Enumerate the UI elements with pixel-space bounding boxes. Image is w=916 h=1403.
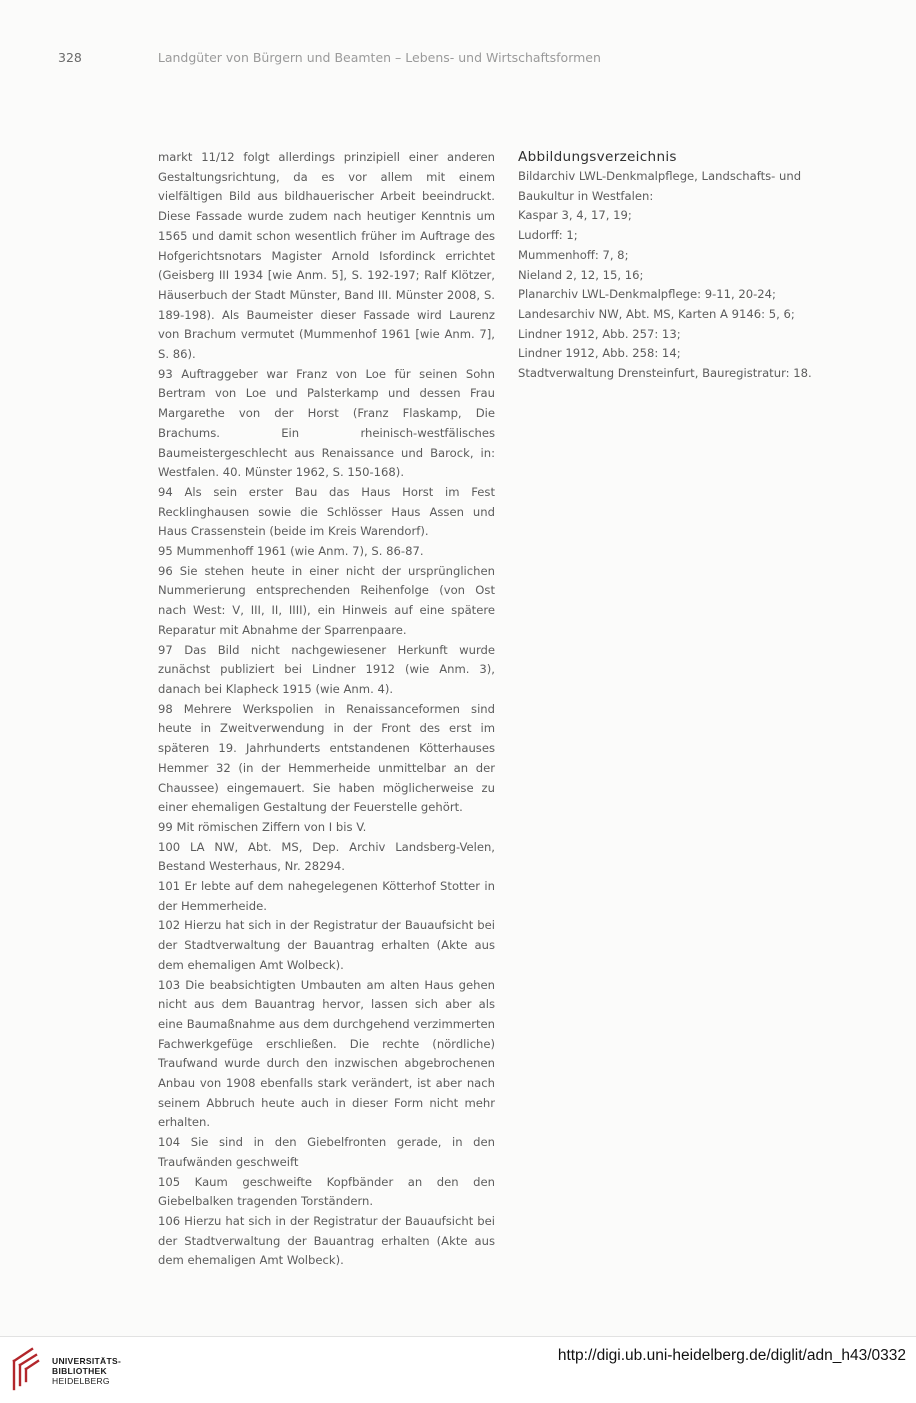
note-105: 105 Kaum geschweifte Kopfbänder an den den Giebelbalken tragenden Torständern. [158, 1174, 495, 1209]
note-92-continued: markt 11/12 folgt allerdings prinzipiell einer anderen Gestaltungsrichtung, da es vor allem mit einem vielfältigen Bild aus bildhauerischer Arbeit beeindruckt. Diese Fassade wurde zudem nach heutiger Kenntnis um 1565 und damit schon wesentlich früher im Auftrage des Hofgerichtsnotars Magister Arnold Isfordinck errichtet (Geisberg III 1934 [wie Anm. 5], S. 192-197; Ralf Klötzer, Häuserbuch der Stadt Münster, Band III. Münster 2008, S. 189-198). Als Baumeister dieser Fassade wird Laurenz von Brachum vermutet (Mummenhof 1961 [wie Anm. 7], S. 86). [158, 150, 495, 362]
library-name [52, 1356, 121, 1386]
note-106: 106 Hierzu hat sich in der Registratur der Bauaufsicht bei der Stadtverwaltung der Bauantrag erhalten (Akte aus dem ehemaligen Amt Wolbeck). [158, 1213, 495, 1268]
figure-credit-entry: Nieland 2, 12, 15, 16; [518, 267, 644, 282]
note-98: 98 Mehrere Werkspolien in Renaissanceformen sind heute in Zweitverwendung in der Front des erst im späteren 19. Jahrhunderts entstandenen Kötterhauses Hemmer 32 (in der Hemmerheide unmittelbar an der Chaussee) eingemauert. Sie haben möglicherweise zu einer ehemaligen Gestaltung der Feuerstelle gehört. [158, 701, 495, 815]
figure-credit-entry: Stadtverwaltung Drensteinfurt, Bauregistratur: 18. [518, 366, 812, 381]
figure-credits-heading: Abbildungsverzeichnis [518, 149, 677, 165]
page-number: 328 [58, 50, 82, 65]
permalink-url[interactable]: http://digi.ub.uni-heidelberg.de/diglit/adn_h43/0332 [557, 1347, 906, 1364]
library-name-line: UNIVERSITÄTS- [52, 1356, 122, 1366]
figure-credit-entry: Lindner 1912, Abb. 258: 14; [518, 346, 681, 361]
viewer-footer [0, 1336, 916, 1403]
figure-credit-entry: Landesarchiv NW, Abt. MS, Karten A 9146: 5, 6; [518, 306, 795, 321]
note-96: 96 Sie stehen heute in einer nicht der ursprünglichen Nummerierung entsprechenden Reihenfolge (von Ost nach West: V, III, II, IIII), ein Hinweis auf eine spätere Reparatur mit Abnahme der Sparrenpaare. [158, 563, 495, 637]
note-102: 102 Hierzu hat sich in der Registratur der Bauaufsicht bei der Stadtverwaltung der Bauantrag erhalten (Akte aus dem ehemaligen Amt Wolbeck). [158, 918, 495, 972]
figure-credit-entry: Planarchiv LWL-Denkmalpflege: 9-11, 20-24; [518, 287, 776, 302]
note-99: 99 Mit römischen Ziffern von I bis V. [158, 819, 367, 834]
figure-credits [518, 147, 858, 384]
note-103: 103 Die beabsichtigten Umbauten am alten Haus gehen nicht aus dem Bauantrag hervor, lassen sich aber als eine Baumaßnahme aus dem durchgehend verzimmerten Fachwerkgefüge erschließen. Die rechte (nördliche) Traufwand wurde durch den inzwischen abgebrochenen Anbau von 1908 ebenfalls stark verändert, ist aber nach seinem Abbruch heute auch in dieser Form nicht mehr erhalten. [158, 977, 495, 1130]
university-library-logo[interactable] [10, 1345, 120, 1395]
note-94: 94 Als sein erster Bau das Haus Horst im Fest Recklinghausen sowie die Schlösser Haus Assen und Haus Crassenstein (beide im Kreis Warendorf). [158, 484, 495, 539]
note-95: 95 Mummenhoff 1961 (wie Anm. 7), S. 86-87. [158, 544, 424, 559]
endnotes-column [158, 148, 495, 1271]
figure-credit-entry: Lindner 1912, Abb. 257: 13; [518, 326, 681, 341]
library-name-line: BIBLIOTHEK [52, 1366, 107, 1376]
figure-credit-entry: Mummenhoff: 7, 8; [518, 247, 629, 262]
note-104: 104 Sie sind in den Giebelfronten gerade, in den Traufwänden geschweift [158, 1135, 495, 1169]
note-97: 97 Das Bild nicht nachgewiesener Herkunft wurde zunächst publiziert bei Lindner 1912 (wie Anm. 3), danach bei Klapheck 1915 (wie Anm. 4). [158, 642, 495, 696]
running-title: Landgüter von Bürgern und Beamten – Lebens- und Wirtschaftsformen [157, 50, 601, 65]
figure-credit-entry: Ludorff: 1; [518, 228, 578, 243]
figure-credit-entry: Kaspar 3, 4, 17, 19; [518, 208, 632, 223]
running-head [58, 50, 858, 65]
figure-credit-entry: Bildarchiv LWL-Denkmalpflege, Landschafts- und Baukultur in Westfalen: [518, 169, 802, 203]
library-emblem-icon [10, 1345, 42, 1395]
note-100: 100 LA NW, Abt. MS, Dep. Archiv Landsberg-Velen, Bestand Westerhaus, Nr. 28294. [158, 839, 495, 874]
note-101: 101 Er lebte auf dem nahegelegenen Kötterhof Stotter in der Hemmerheide. [158, 879, 495, 913]
library-name-line: HEIDELBERG [52, 1376, 110, 1386]
note-93: 93 Auftraggeber war Franz von Loe für seinen Sohn Bertram von Loe und Palsterkamp und dessen Frau Margarethe von der Horst (Franz Flaskamp, Die Brachums. Ein rheinisch-westfälisches Baumeistergeschlecht aus Renaissance und Barock, in: Westfalen. 40. Münster 1962, S. 150-168). [158, 366, 495, 480]
